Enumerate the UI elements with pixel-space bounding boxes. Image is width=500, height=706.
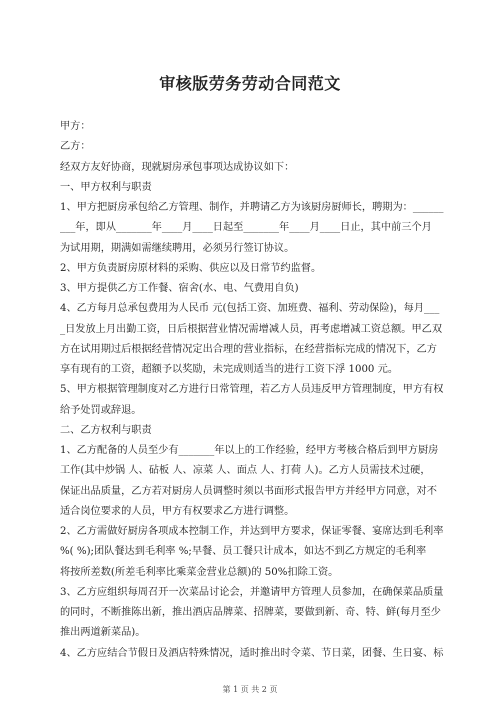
text-line: ___年，即从_______年____月____日起至_______年____月____日止，其中前三个月 [60,222,432,234]
section-heading: 一、甲方权利与职责 [60,181,152,193]
text-line: _日发放上月出勤工资，日后根据营业情况需增减人员，再考虑增减工资总额。甲乙双 [60,323,443,335]
text-line: 保证出品质量，乙方若对厨房人员调整时须以书面形式报告甲方并经甲方同意，对不 [60,485,437,497]
text-line: 甲方： [60,121,91,132]
document-body [60,117,446,664]
text-line: 4、乙方每月总承包费用为人民币 元(包括工资、加班费、福利、劳动保险)，每月___ [60,303,440,315]
text-line: 2、乙方需做好厨房各项成本控制工作，并达到甲方要求，保证零餐、宴席达到毛利率 [60,526,444,537]
text-line: %( %);团队餐达到毛利率 %;早餐、员工餐只计成本，如达不到乙方规定的毛利率 [60,546,427,558]
watermark: ​ [150,300,185,356]
text-line: 1、乙方配备的人员至少有_______年以上的工作经验，经甲方考核合格后到甲方厨房 [60,445,439,456]
text-line: 将按所差数(所差毛利率比乘菜金营业总额)的 50%扣除工资。 [60,566,339,578]
text-line: 适合岗位要求的人员，甲方有权要求乙方进行调整。 [60,505,295,517]
text-line: 5、甲方根据管理制度对乙方进行日常管理，若乙方人员违反甲方管理制度，甲方有权 [60,384,444,396]
section-heading: 二、乙方权利与职责 [60,424,152,436]
text-line: 2、甲方负责厨房原材料的采购、供应以及日常节约监督。 [60,262,322,274]
text-line: 经双方友好协商，现就厨房承包事项达成协议如下： [60,161,295,173]
page-footer: 第 1 页 共 2 页 [222,685,278,694]
text-line: 工作(其中炒锅 人、砧板 人、凉菜 人、面点 人、打荷 人)。乙方人员需技术过硬， [60,465,431,477]
text-line: 的同时，不断推陈出新，推出酒店品牌菜、招牌菜，要做到新、奇、特、鲜(每月至少 [60,607,441,618]
text-line: 方在试用期过后根据经营情况定出合理的营业指标，在经营指标完成的情况下，乙方 [60,343,437,355]
text-line: 给予处罚或辞退。 [60,404,142,416]
text-line: 3、乙方应组织每周召开一次菜品讨论会，并邀请甲方管理人员参加，在确保菜品质量 [60,586,444,598]
text-line: 乙方： [60,141,91,153]
text-line: 推出两道新菜品)。 [60,627,146,639]
text-line: 4、乙方应结合节假日及酒店特殊情况，适时推出时令菜、节日菜，团餐、生日宴、标 [60,647,444,659]
document-title: 审核版劳务劳动合同范文 [159,74,341,93]
text-line: 3、甲方提供乙方工作餐、宿舍(水、电、气费用自负) [60,283,299,294]
text-line: 享有现有的工资，超额予以奖励，未完成则适当的进行工资下浮 1000 元。 [60,364,399,375]
text-line: 1、甲方把厨房承包给乙方管理、制作，并聘请乙方为该厨房厨师长，聘期为：______ [60,202,444,213]
text-line: 为试用期，期满如需继续聘用，必须另行签订协议。 [60,242,295,254]
